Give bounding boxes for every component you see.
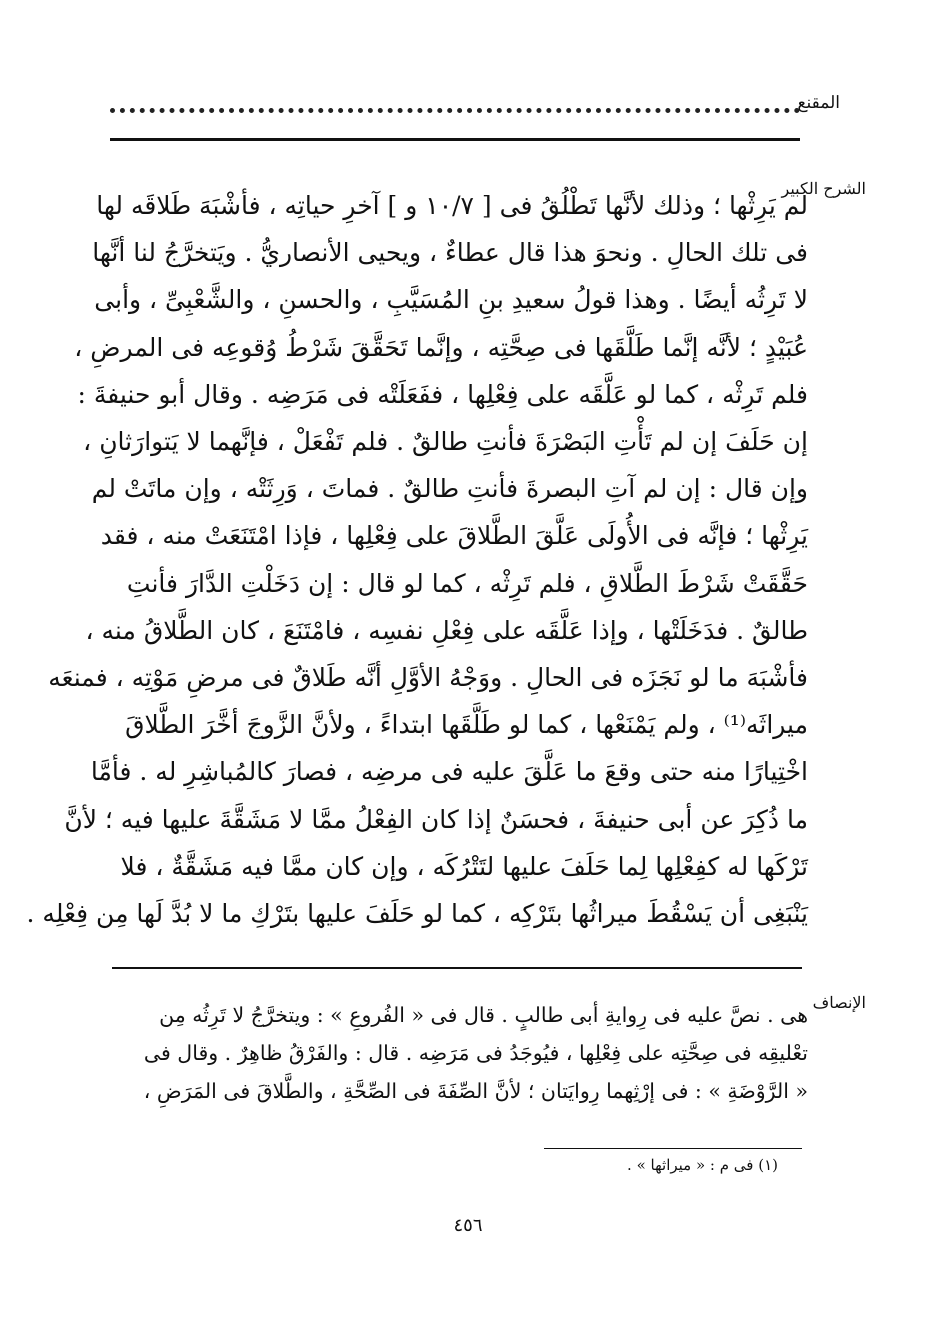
main-text-block — [26, 182, 808, 937]
section-separator — [112, 967, 802, 969]
main-text-line: ما ذُكِرَ عن أبى حنيفةَ ، فحسَنٌ إذا كان الفِعْلُ ممَّا لا مَشَقَّةَ عليها فيه ؛ لأنَّ — [64, 804, 808, 834]
footnote-rule — [544, 1148, 802, 1149]
margin-label-sharh: الشرح الكبير — [781, 179, 866, 198]
main-text-line: وإن قال : إن لم آتِ البصرةَ فأنتِ طالقٌ . فماتَ ، وَرِثَتْه ، وإن ماتَتْ لم — [91, 474, 808, 504]
main-text-line: يَرِثْها ؛ فإنَّه فى الأُولَى عَلَّقَ الطَّلاقَ على فِعْلِها ، فإذا امْتَنَعَتْ منه ، فقد — [100, 521, 808, 551]
main-text-line: لا تَرِثُه أيضًا . وهذا قولُ سعيدِ بنِ المُسَيَّبِ ، والحسنِ ، والشَّعْبِىِّ ، وأبى — [94, 285, 808, 315]
header-rule — [110, 138, 800, 141]
insaf-text-block — [112, 996, 808, 1110]
dotted-rule — [110, 108, 800, 113]
main-text-line: حَقَّقَتْ شَرْطَ الطَّلاقِ ، فلم تَرِثْه ، كما لو قال : إن دَخَلْتِ الدَّارَ فأنتِ — [126, 568, 808, 598]
page-number: ٤٥٦ — [453, 1215, 483, 1236]
insaf-text-line: « الرَّوْضَةِ » : فى إرْثِهما رِوايَتان ؛ لأنَّ الصِّفَةَ فى الصِّحَّةِ ، والطَّلاقَ فى المَرَضِ ، — [143, 1079, 808, 1103]
main-text-line: طالقٌ . فدَخَلَتْها ، وإذا عَلَّقَه على فِعْلِ نفسِه ، فامْتَنَعَ ، كان الطَّلاقُ منه ، — [85, 615, 808, 645]
insaf-text-line: تعْليقِه فى صِحَّتِه على فِعْلِها ، فيُوجَدُ فى مَرَضِه . قال : والفَرْقُ ظاهِرٌ . وقال فى — [143, 1041, 808, 1065]
main-text-line: لم يَرِثْها ؛ وذلك لأنَّها تَطْلُقُ فى [ ١٠/٧ و ] آخرِ حياتِه ، فأشْبَهَ طَلاقَه لها — [96, 191, 808, 220]
main-text-line: فلم تَرِثْه ، كما لو عَلَّقَه على فِعْلِها ، ففَعَلَتْه فى مَرَضِه . وقال أبو حنيفةَ : — [77, 379, 808, 409]
main-text-line: فى تلك الحالِ . ونحوَ هذا قال عطاءٌ ، ويحيى الأنصاريُّ . ويَتخرَّجُ لنا أنَّها — [92, 238, 808, 268]
main-text-line: فأشْبَهَ ما لو نَجَزَه فى الحالِ . ووَجْهُ الأوَّلِ أنَّه طَلاقٌ فى مرضِ مَوْتِه ، فمنعَه — [48, 663, 808, 693]
main-text-line: عُبَيْدٍ ؛ لأنَّه إنَّما طَلَّقَها فى صِحَّتِه ، وإنَّما تَحَقَّقَ شَرْطُ وُقوعِه فى المرضِ ، — [74, 332, 808, 362]
main-text-line: اخْتِيارًا منه حتى وقعَ ما عَلَّقَ عليه فى مرضِه ، فصارَ كالمُباشِرِ له . فأمَّا — [90, 757, 808, 787]
main-text-line: إن حَلَفَ إن لم تَأْتِ البَصْرَةَ فأنتِ طالقٌ . فلم تَفْعَلْ ، فإنَّهما لا يَتوارَثانِ ، — [83, 427, 808, 457]
margin-label-insaf: الإنصاف — [812, 993, 866, 1012]
main-text-line: يَنْبَغِى أن يَسْقُطَ ميراثُها بتَرْكِه ، كما لو حَلَفَ عليها بتَرْكِ ما لا بُدَّ لَها مِن فِعْلِه . — [26, 899, 808, 929]
main-text-line: ميراثَه⁽¹⁾ ، ولم يَمْنَعْها ، كما لو طَلَّقَها ابتداءً ، ولأنَّ الزَّوجَ أخَّرَ الطَّلاقَ — [125, 710, 808, 740]
main-text-line: تَرْكَها له كفِعْلِها لِما حَلَفَ عليها لتَتْرُكَه ، وإن كان ممَّا فيه مَشَقَّةٌ ، فلا — [120, 851, 808, 881]
footnote: (١) فى م : « ميراثها » . — [627, 1156, 778, 1174]
header-title: المقنع — [797, 93, 840, 113]
insaf-text-line: هى . نصَّ عليه فى رِوايةِ أبى طالبٍ . قال فى « الفُروعِ » : ويتخرَّجُ لا تَرِثُه مِن — [159, 1003, 808, 1027]
